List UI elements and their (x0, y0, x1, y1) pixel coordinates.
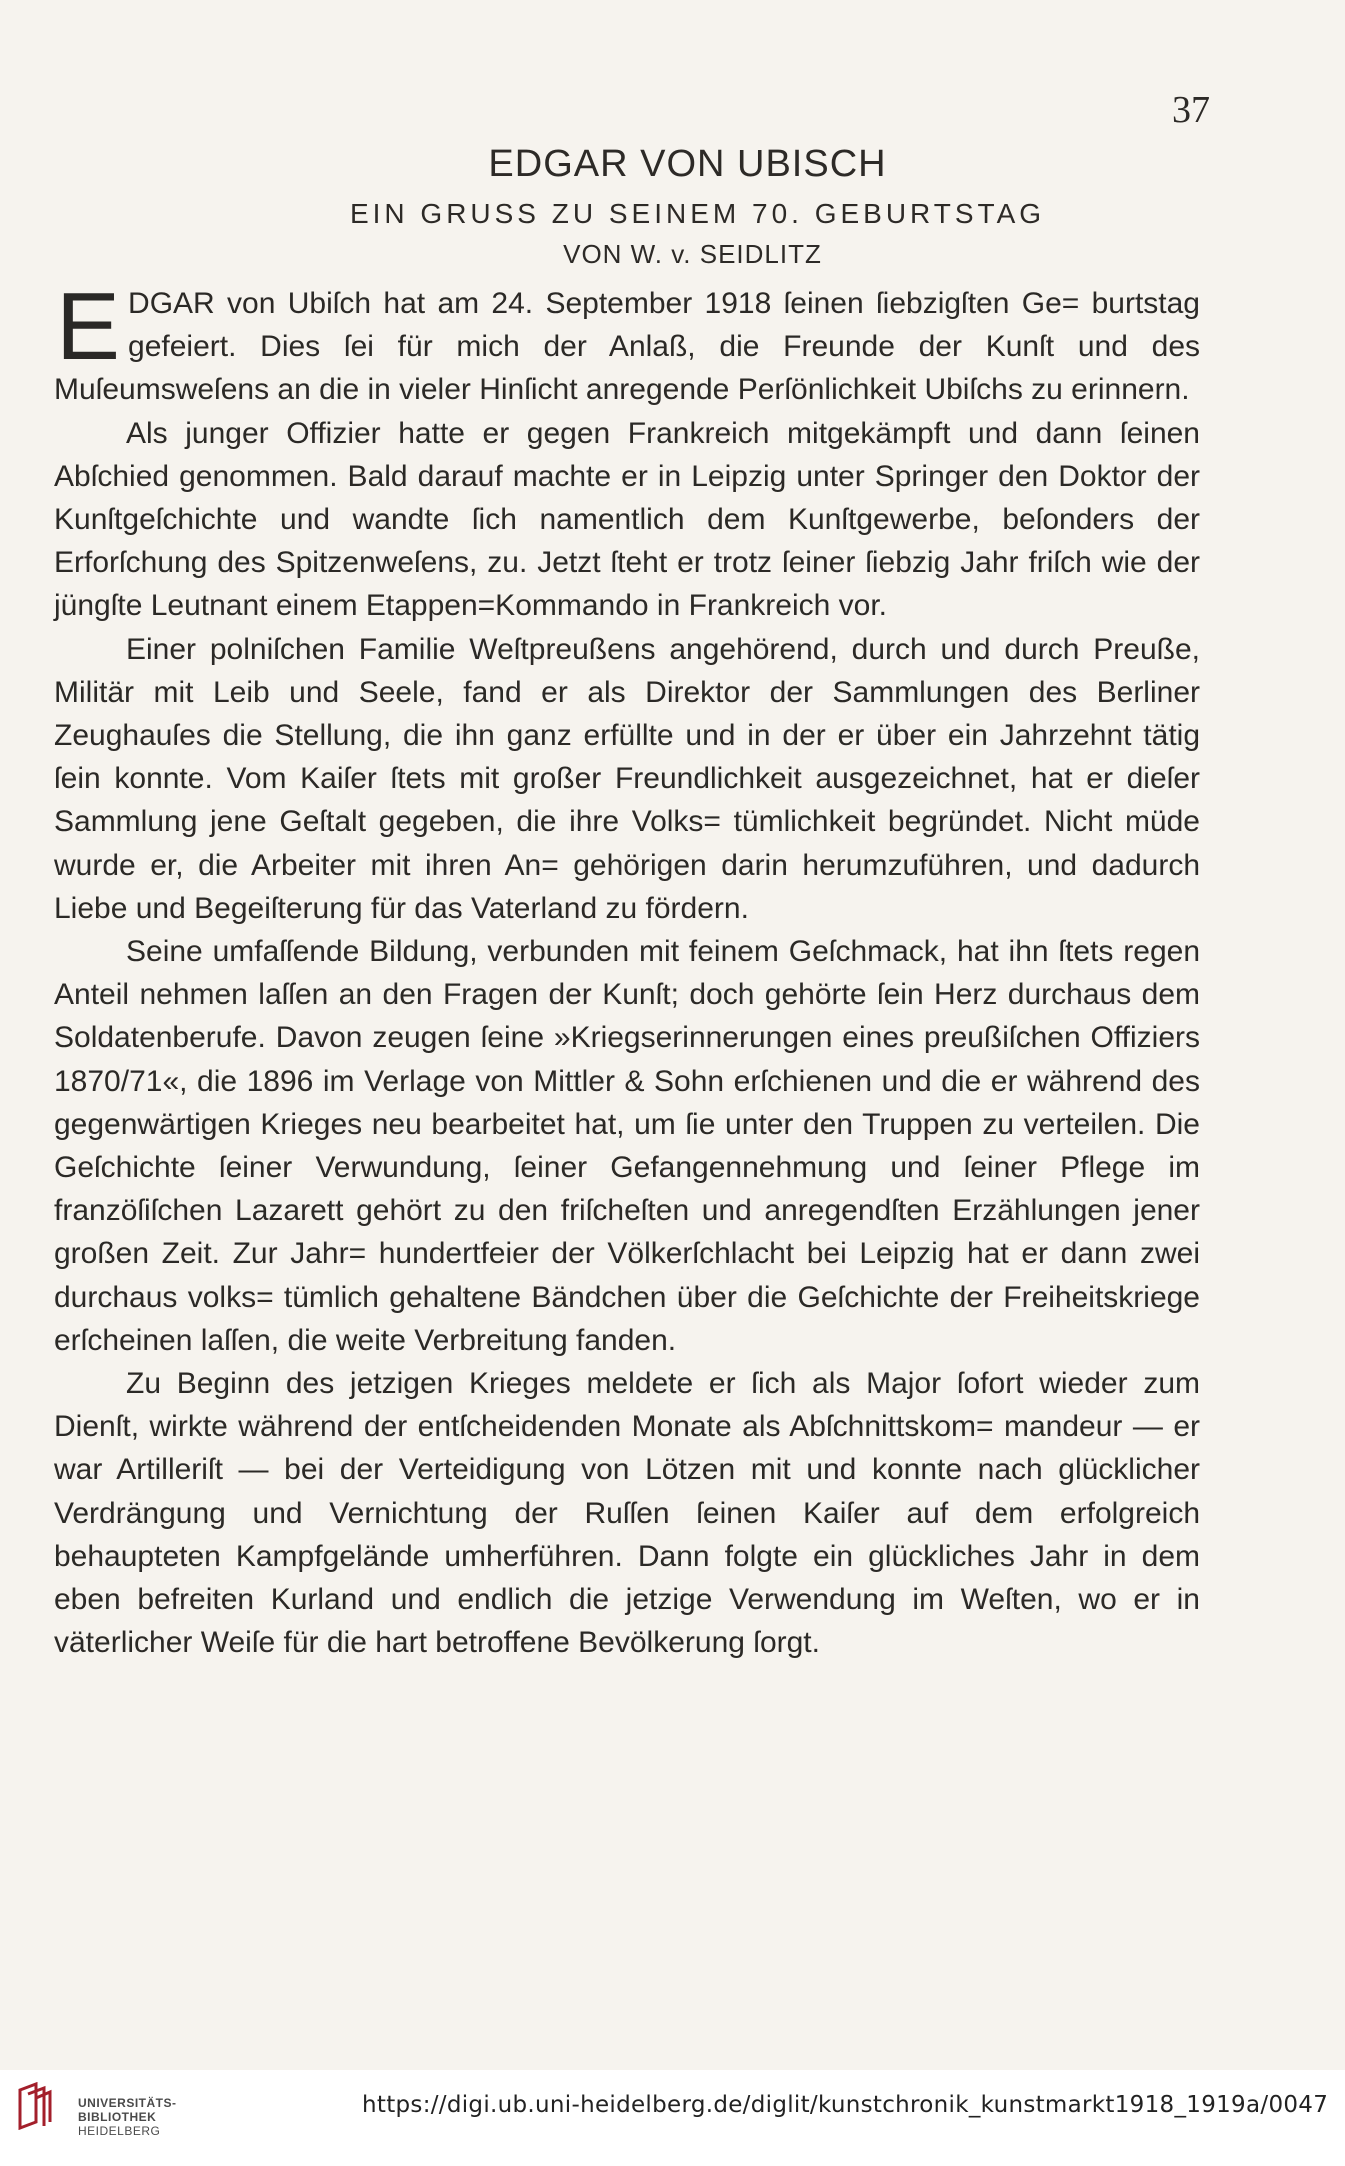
article-body (54, 273, 1200, 1665)
paragraph-1-text: DGAR von Ubiſch hat am 24. September 1918 ſeinen ſiebzigſten Ge= burtstag gefeiert. Dies ſei für mich der Anlaß, die Freunde der Kunſt und des Muſeumsweſens an die in vieler Hinſicht anregende Perſönlichkeit Ubiſchs zu erinnern. (54, 287, 1200, 407)
library-name-line-3: HEIDELBERG (78, 2124, 161, 2138)
article-subtitle: EIN GRUSS ZU SEINEM 70. GEBURTSTAG (349, 198, 1046, 229)
library-name-line-1: UNIVERSITÄTS- (78, 2096, 177, 2110)
library-logo-icon[interactable] (16, 2082, 54, 2130)
paragraph-2: Als junger Offizier hatte er gegen Frankreich mitgekämpft und dann ſeinen Abſchied genommen. Bald darauf machte er in Leipzig unter Springer den Doktor der Kunſtgeſchichte und wandte ſich namentlich dem Kunſtgewerbe, beſonders der Erforſchung des Spitzenweſens, zu. Jetzt ſteht er trotz ſeiner ſiebzig Jahr friſch wie der jüngſte Leutnant einem Etappen=Kommando in Frankreich vor. (54, 416, 1200, 623)
paragraph-5: Zu Beginn des jetzigen Krieges meldete er ſich als Major ſofort wieder zum Dienſt, wirkte während der entſcheidenden Monate als Abſchnittskom= mandeur — er war Artilleriſt — bei der Verteidigung von Lötzen mit und konnte nach glücklicher Verdrängung und Vernichtung der Ruſſen ſeinen Kaiſer auf dem erfolgreich behaupteten Kampfgelände umherführen. Dann folgte ein glückliches Jahr in dem eben befreiten Kurland und endlich die jetzige Verwendung im Weſten, wo er in väterlicher Weiſe für die hart betroffene Bevölkerung ſorgt. (54, 1367, 1200, 1660)
paragraph-4: Seine umfaſſende Bildung, verbunden mit feinem Geſchmack, hat ihn ſtets regen Anteil nehmen laſſen an den Fragen der Kunſt; doch gehörte ſein Herz durchaus dem Soldatenberufe. Davon zeugen ſeine »Kriegserinnerungen eines preußiſchen Offiziers 1870/71«, die 1896 im Verlage von Mittler & Sohn erſchienen und die er während des gegenwärtigen Krieges neu bearbeitet hat, um ſie unter den Truppen zu verteilen. Die Geſchichte ſeiner Verwundung, ſeiner Gefangennehmung und ſeiner Pflege im franzöſiſchen Lazarett gehört zu den friſcheſten und anregendſten Erzählungen jener großen Zeit. Zur Jahr= hundertfeier der Völkerſchlacht bei Leipzig hat er dann zwei durchaus volks= tümlich gehaltene Bändchen über die Geſchichte der Freiheitskriege erſcheinen laſſen, die weite Verbreitung fanden. (54, 935, 1200, 1357)
article-title: EDGAR VON UBISCH (488, 143, 887, 185)
permalink-url[interactable]: https://digi.ub.uni-heidelberg.de/diglit/kunstchronik_kunstmarkt1918_1919a/0047 (362, 2092, 1329, 2118)
library-name[interactable] (78, 2096, 177, 2138)
paragraph-1 (54, 273, 1200, 412)
paragraph-3: Einer polniſchen Familie Weſtpreußens angehörend, durch und durch Preuße, Militär mit Leib und Seele, fand er als Direktor der Sammlungen des Berliner Zeughauſes die Stellung, die ihn ganz erfüllte und in der er über ein Jahrzehnt tätig ſein konnte. Vom Kaiſer ſtets mit großer Freundlichkeit ausgezeichnet, hat er dieſer Sammlung jene Geſtalt gegeben, die ihre Volks= tümlichkeit begründet. Nicht müde wurde er, die Arbeiter mit ihren An= gehörigen darin herumzuführen, und dadurch Liebe und Begeiſterung für das Vaterland zu fördern. (54, 632, 1200, 925)
library-name-line-2: BIBLIOTHEK (78, 2110, 157, 2124)
page-number: 37 (1172, 89, 1210, 131)
article-author: VON W. v. SEIDLITZ (563, 239, 822, 269)
article-header (0, 140, 1345, 274)
footer-bar (0, 2070, 1345, 2166)
drop-cap: E (56, 273, 121, 380)
